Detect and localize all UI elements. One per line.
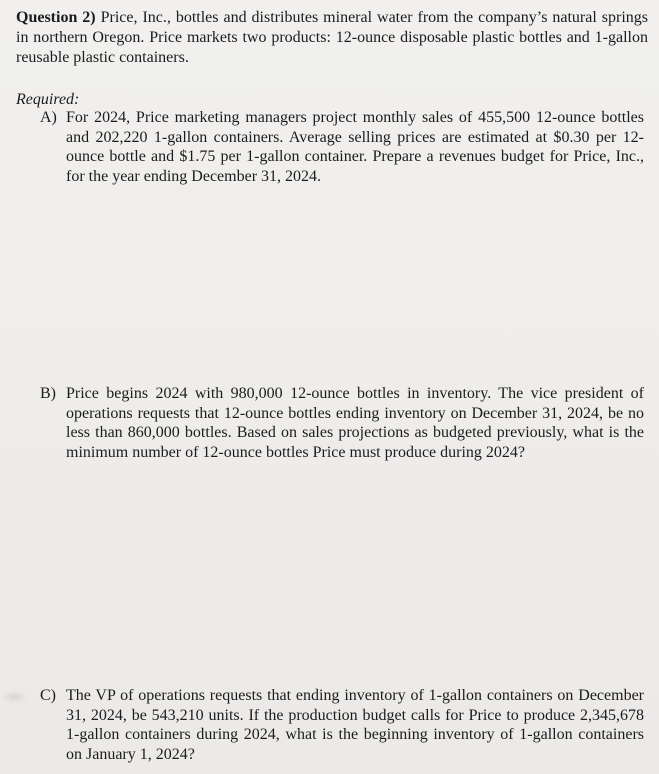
- part-b: [40, 384, 644, 462]
- part-c: [40, 686, 644, 764]
- question-label: Question 2): [16, 9, 96, 26]
- scan-smudge: [0, 690, 28, 704]
- part-a-text: For 2024, Price marketing managers project monthly sales of 455,500 12-ounce bottles and 202,220 1-gallon containers. Average selling prices are estimated at $0.30 per 12-ounce bottle and $1.75 per 1-gallon container. Prepare a revenues budget for Price, Inc., for the year ending December 31, 2024.: [66, 109, 644, 185]
- part-c-text: The VP of operations requests that ending inventory of 1-gallon containers on December 31, 2024, be 543,210 units. If the production budget calls for Price to produce 2,345,678 1-gallon containers during 2024, what is the beginning inventory of 1-gallon containers on January 1, 2024?: [66, 687, 644, 763]
- part-b-letter: B): [40, 385, 56, 402]
- question-intro: [16, 8, 648, 68]
- question-intro-text: Price, Inc., bottles and distributes mineral water from the company’s natural springs in northern Oregon. Price markets two products: 12-ounce disposable plastic bottles and 1-gallon reusable plastic containers.: [16, 9, 649, 66]
- part-a-letter: A): [40, 109, 57, 126]
- part-a: [40, 108, 644, 186]
- required-heading: Required:: [16, 91, 80, 108]
- part-c-letter: C): [40, 687, 56, 704]
- part-b-text: Price begins 2024 with 980,000 12-ounce bottles in inventory. The vice president of operations requests that 12-ounce bottles ending inventory on December 31, 2024, be no less than 860,000 bottles. Based on sales projections as budgeted previously, what is the minimum number of 12-ounce bottles Price must produce during 2024?: [66, 385, 644, 461]
